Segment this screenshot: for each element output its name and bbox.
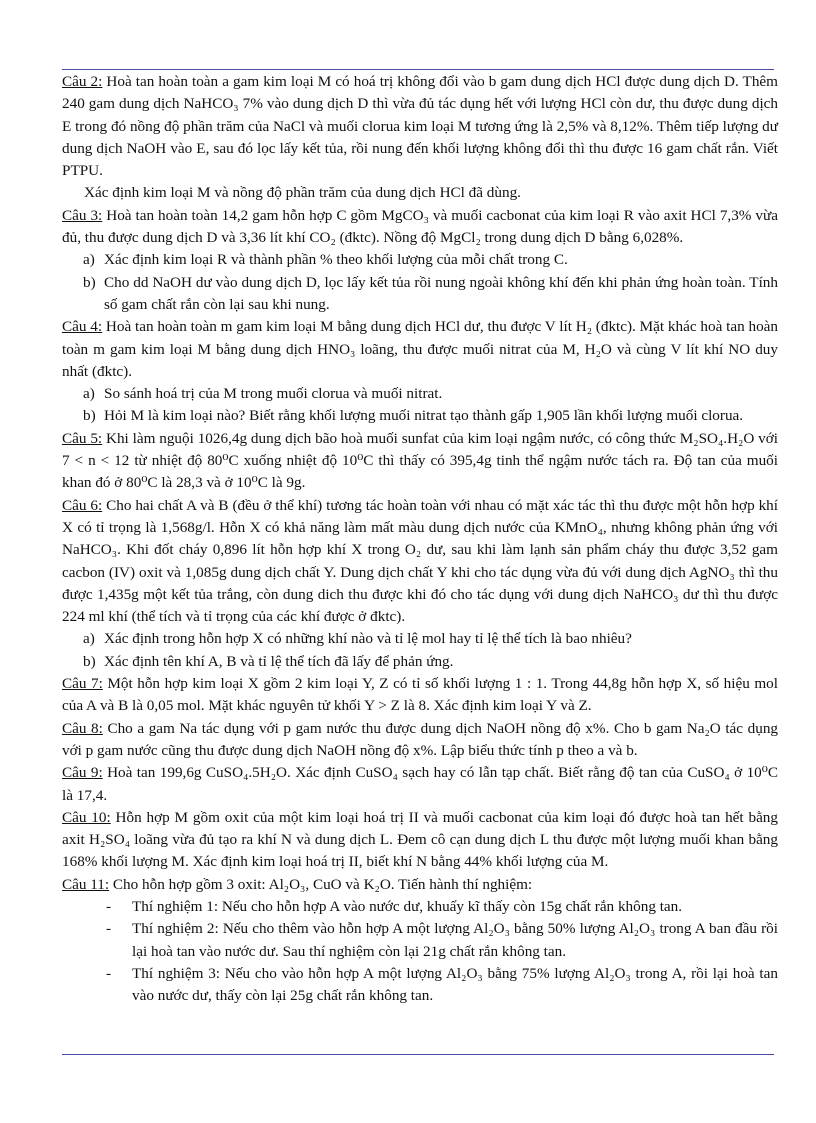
question-2-task: Xác định kim loại M và nồng độ phần trăm của dung dịch HCl đã dùng. xyxy=(84,184,521,202)
dash-marker: - xyxy=(106,964,112,982)
question-6-part-a xyxy=(62,628,778,650)
question-9 xyxy=(62,762,778,807)
question-text: Cho a gam Na tác dụng với p gam nước thu được dung dịch NaOH nồng độ x%. Cho b gam Na₂O tác dụng với p gam nước cũng thu được dung dịch NaOH nồng độ x%. Lập biểu thức tính p theo a và b. xyxy=(62,719,779,759)
question-label: Câu 3: xyxy=(62,206,103,224)
question-4-part-b xyxy=(62,405,778,427)
list-marker: b) xyxy=(83,652,96,670)
question-3-part-b xyxy=(62,272,778,317)
dash-marker: - xyxy=(106,920,112,938)
question-text: Cho hai chất A và B (đều ở thể khí) tương tác hoàn toàn với nhau có mặt xác tác thì thu được một hỗn hợp khí X có tỉ trọng là 1,568g/l. Hỗn X có khả năng làm mất màu dung dịch nước của KMnO₄, nhưng không phản ứng với NaHCO₃. Khi đốt cháy 0,896 lít hỗn hợp khí X trong O₂ dư, sau khi làm lạnh sản phẩm cháy thu được 3,52 gam cacbon (IV) oxit và 1,085g dung dịch chất Y. Dung dịch chất Y khi cho tác dụng vừa đủ với dung dịch AgNO₃ thì thu được 1,435g một kết tủa trắng, còn dung dich thu được khi đó cho tác dụng với dung dịch NaHCO₃ dư thì thu được 224 ml khí (thể tích và tỉ trọng của các khí được ở đktc). xyxy=(62,496,778,626)
question-label: Câu 10: xyxy=(62,808,111,826)
part-text: Xác định kim loại R và thành phần % theo khối lượng của mỗi chất trong C. xyxy=(104,251,568,269)
question-text: Khi làm nguội 1026,4g dung dịch bão hoà muối sunfat của kim loại ngậm nước, có công thức M₂SO₄.H₂O với 7 < n < 12 từ nhiệt độ 80⁰C xuống nhiệt độ 10⁰C thì thấy có 395,4g tinh thể ngậm nước tách ra. Độ tan của muối khan đó ở 80⁰C là 28,3 và ở 10⁰C là 9g. xyxy=(62,429,778,492)
experiment-text: Thí nghiệm 1: Nếu cho hỗn hợp A vào nước dư, khuấy kĩ thấy còn 15g chất rắn không tan. xyxy=(132,897,683,915)
list-marker: b) xyxy=(83,273,96,291)
dash-marker: - xyxy=(106,897,112,915)
question-3-part-a xyxy=(62,249,778,271)
question-label: Câu 8: xyxy=(62,719,103,737)
question-text: Một hỗn hợp kim loại X gồm 2 kim loại Y, Z có tỉ số khối lượng 1 : 1. Trong 44,8g hỗn hợp X, số hiệu mol của A và B là 0,05 mol. Mặt khác nguyên tử khối Y > Z là 8. Xác định kim loại Y và Z. xyxy=(62,675,778,715)
question-label: Câu 9: xyxy=(62,764,103,782)
question-text: Hoà tan hoàn toàn a gam kim loại M có hoá trị không đổi vào b gam dung dịch HCl được dung dịch D. Thêm 240 gam dung dịch NaHCO₃ 7% vào dung dịch D thì vừa đủ tác dụng hết với lượng HCl còn dư, thu được dung dịch E trong đó nồng độ phần trăm của NaCl và muối clorua kim loại M tương ứng là 2,5% và 8,12%. Thêm tiếp lượng dư dung dịch NaOH vào E, sau đó lọc lấy kết tủa, rồi nung đến khối lượng không đổi thì thu được 16 gam chất rắn. Viết PTPU. xyxy=(62,73,778,180)
top-divider xyxy=(62,69,774,70)
list-marker: a) xyxy=(83,251,95,269)
part-text: Xác định trong hỗn hợp X có những khí nào và tỉ lệ mol hay tỉ lệ thể tích là bao nhiêu? xyxy=(104,630,632,648)
question-10 xyxy=(62,807,778,874)
question-text: Cho hỗn hợp gồm 3 oxit: Al₂O₃, CuO và K₂O. Tiến hành thí nghiệm: xyxy=(109,875,533,893)
question-2 xyxy=(62,71,778,182)
experiment-text: Thí nghiệm 3: Nếu cho vào hỗn hợp A một lượng Al₂O₃ bằng 75% lượng Al₂O₃ trong A, rồi lại hoà tan vào nước dư, thấy còn lại 25g chất rắn không tan. xyxy=(132,964,778,1005)
part-text: Cho dd NaOH dư vào dung dịch D, lọc lấy kết tủa rồi nung ngoài không khí đến khi phản ứng hoàn toàn. Tính số gam chất rắn còn lại sau khi nung. xyxy=(104,273,778,313)
question-label: Câu 5: xyxy=(62,429,103,447)
question-3 xyxy=(62,205,778,250)
list-marker: a) xyxy=(83,630,95,648)
question-7 xyxy=(62,673,778,718)
question-text: Hoà tan hoàn toàn 14,2 gam hỗn hợp C gồm MgCO₃ và muối cacbonat của kim loại R vào axit HCl 7,3% vừa đủ, thu được dung dịch D và 3,36 lít khí CO₂ (đktc). Nồng độ MgCl₂ trong dung dịch D bằng 6,028%. xyxy=(62,206,778,247)
question-4 xyxy=(62,316,778,383)
bottom-divider xyxy=(62,1054,774,1055)
question-6-part-b xyxy=(62,651,778,673)
list-marker: a) xyxy=(83,385,95,403)
experiment-2 xyxy=(62,918,778,963)
part-text: Xác định tên khí A, B và tỉ lệ thể tích đã lấy để phản ứng. xyxy=(104,652,454,670)
question-6 xyxy=(62,495,778,629)
question-11 xyxy=(62,874,778,896)
question-label: Câu 2: xyxy=(62,73,103,90)
document-body xyxy=(62,71,778,1007)
part-text: So sánh hoá trị của M trong muối clorua và muối nitrat. xyxy=(104,385,443,403)
experiment-3 xyxy=(62,963,778,1008)
question-text: Hoà tan hoàn toàn m gam kim loại M bằng dung dịch HCl dư, thu được V lít H₂ (đktc). Mặt khác hoà tan hoàn toàn m gam kim loại M bằng dung dịch HNO₃ loãng, thu được muối nitrat của M, H₂O và cùng V lít khí NO duy nhất (đktc). xyxy=(62,318,778,380)
experiment-1 xyxy=(62,896,778,918)
question-label: Câu 11: xyxy=(62,875,110,893)
question-label: Câu 7: xyxy=(62,675,103,693)
question-label: Câu 6: xyxy=(62,496,103,514)
question-text: Hỗn hợp M gồm oxit của một kim loại hoá trị II và muối cacbonat của kim loại đó được hoà tan hết bằng axit H₂SO₄ loãng vừa đủ tạo ra khí N và dung dịch L. Đem cô cạn dung dịch L thu được một lượng muối khan bằng 168% khối lượng M. Xác định kim loại hoá trị II, biết khí N bằng 44% khối lượng của M. xyxy=(62,808,778,871)
question-label: Câu 4: xyxy=(62,318,103,336)
list-marker: b) xyxy=(83,407,96,425)
question-text: Hoà tan 199,6g CuSO₄.5H₂O. Xác định CuSO₄ sạch hay có lẫn tạp chất. Biết rằng độ tan của CuSO₄ ở 10⁰C là 17,4. xyxy=(62,764,778,804)
part-text: Hỏi M là kim loại nào? Biết rằng khối lượng muối nitrat tạo thành gấp 1,905 lần khối lượng muối clorua. xyxy=(104,407,744,425)
question-5 xyxy=(62,428,778,495)
question-8 xyxy=(62,718,778,763)
experiment-text: Thí nghiệm 2: Nếu cho thêm vào hỗn hợp A một lượng Al₂O₃ bằng 50% lượng Al₂O₃ trong A ban đầu rồi lại hoà tan vào nước dư. Sau thí nghiệm còn lại 21g chất rắn không tan. xyxy=(132,920,778,960)
question-4-part-a xyxy=(62,383,778,405)
